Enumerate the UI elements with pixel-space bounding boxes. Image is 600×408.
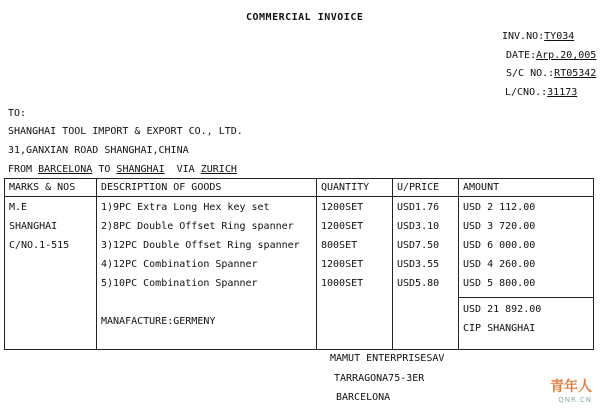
item-quantity: 1200SET (321, 259, 364, 270)
item-amount: USD 6 000.00 (463, 240, 536, 251)
shipping-route: FROM BARCELONA TO SHANGHAI VIA ZURICH (8, 164, 237, 175)
invoice-number: INV.NO:TY034 (502, 31, 575, 42)
item-description: 1)9PC Extra Long Hex key set (101, 202, 270, 213)
header-description: DESCRIPTION OF GOODS (101, 182, 222, 193)
buyer-name: SHANGHAI TOOL IMPORT & EXPORT CO., LTD. (8, 126, 243, 137)
buyer-address: 31,GANXIAN ROAD SHANGHAI,CHINA (8, 145, 189, 156)
seller-address: TARRAGONA75-3ER (334, 373, 425, 384)
marks-line: SHANGHAI (9, 221, 58, 232)
item-quantity: 800SET (321, 240, 358, 251)
item-amount: USD 5 800.00 (463, 278, 536, 289)
item-unit-price: USD7.50 (397, 240, 440, 251)
goods-table (4, 178, 594, 350)
marks-line: M.E (9, 202, 28, 213)
item-description: 5)10PC Combination Spanner (101, 278, 258, 289)
item-unit-price: USD1.76 (397, 202, 440, 213)
item-quantity: 1200SET (321, 221, 364, 232)
item-quantity: 1200SET (321, 202, 364, 213)
watermark-logo: 青年人 QNR.CN (550, 379, 592, 404)
item-unit-price: USD3.10 (397, 221, 440, 232)
invoice-title: COMMERCIAL INVOICE (246, 12, 364, 23)
lc-number: L/CNO.:31173 (505, 87, 578, 98)
item-amount: USD 3 720.00 (463, 221, 536, 232)
item-amount: USD 4 260.00 (463, 259, 536, 270)
item-description: 2)8PC Double Offset Ring spanner (101, 221, 294, 232)
trade-terms: CIP SHANGHAI (463, 323, 536, 334)
item-unit-price: USD3.55 (397, 259, 440, 270)
item-unit-price: USD5.80 (397, 278, 440, 289)
item-description: 3)12PC Double Offset Ring spanner (101, 240, 300, 251)
item-amount: USD 2 112.00 (463, 202, 536, 213)
item-description: 4)12PC Combination Spanner (101, 259, 258, 270)
item-quantity: 1000SET (321, 278, 364, 289)
invoice-date: DATE:Arp.20,005 (506, 50, 597, 61)
header-marks: MARKS & NOS (9, 182, 76, 193)
marks-line: C/NO.1-515 (9, 240, 70, 251)
header-unit-price: U/PRICE (397, 182, 440, 193)
seller-city: BARCELONA (336, 392, 391, 403)
seller-name: MAMUT ENTERPRISESAV (330, 353, 445, 364)
to-label: TO: (8, 108, 27, 119)
total-amount: USD 21 892.00 (463, 304, 542, 315)
header-quantity: QUANTITY (321, 182, 370, 193)
sales-contract-number: S/C NO.:RT05342 (506, 68, 597, 79)
header-amount: AMOUNT (463, 182, 500, 193)
manufacture-origin: MANAFACTURE:GERMENY (101, 316, 216, 327)
